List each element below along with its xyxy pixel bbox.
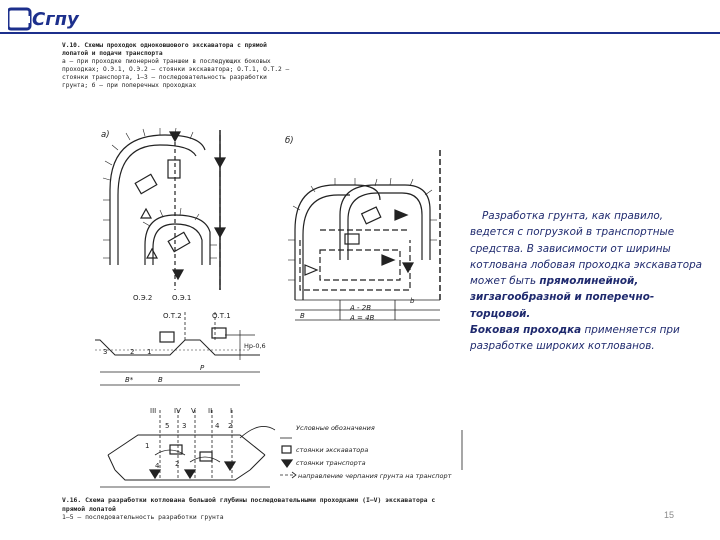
roman-1: I (230, 407, 233, 415)
page-number: 15 (664, 510, 675, 520)
label-oe1: О.Э.1 (172, 294, 192, 302)
legend-title: Условные обозначения (296, 424, 375, 432)
legend-item-direction: направление черпания грунта на транспорт (298, 472, 452, 480)
label-p: P (200, 364, 205, 372)
deep-num-1: 1 (145, 442, 150, 450)
deep-num-4: 4 (215, 422, 220, 430)
deep-num-4b: 4 (155, 462, 160, 470)
roman-2: II (208, 407, 213, 415)
label-b-lower: B (158, 376, 163, 384)
roman-3: III (150, 407, 157, 415)
arch-inner-a (118, 145, 196, 265)
label-ot2: О.Т.2 (163, 312, 182, 320)
caption-top-title: V.10. Схемы проходок одноковшового экскаватора с прямой лопатой и подачи транспорта (62, 42, 267, 58)
paragraph-3 (470, 322, 710, 355)
deep-num-2: 2 (228, 422, 233, 430)
label-oe2: О.Э.2 (133, 294, 153, 302)
paragraph-2-prefix: может быть (470, 275, 540, 288)
label-hp: Hр-0,6 (244, 342, 266, 350)
num-1: 1 (147, 348, 152, 356)
paragraph-2-bold: прямолинейной, зигзагообразной и поперечно-торцовой. (470, 275, 655, 320)
label-a4b: A = 4B (350, 314, 375, 322)
num-2: 2 (130, 348, 135, 356)
arch-outer-a (110, 135, 205, 265)
deep-num-2b: 2 (175, 460, 180, 468)
legend-item-excavator: стоянки экскаватора (296, 446, 369, 454)
caption-top-body: а — при проходке пионерной траншеи в последующих боковых проходках; О.Э.1, О.Э.2 — стоянки экскаватора; О.Т.1, О.Т.2 — стоянки транспорта, 1—3 — последовательность разработки грунта; б — при поперечных проходках (62, 58, 290, 90)
description-text (470, 208, 710, 355)
panel-a-label: а) (101, 130, 110, 140)
panel-b-label: б) (285, 136, 294, 146)
paragraph-1: Разработка грунта, как правило, ведется с погрузкой в транспортные средства. В зависимости от ширины котлована лобовая проходка экскаватора (470, 210, 703, 271)
arch-small-inner (153, 224, 202, 265)
num-3: 3 (103, 348, 108, 356)
label-col-b: B (300, 312, 305, 320)
figure-caption-bottom (62, 496, 462, 522)
deep-num-5: 5 (165, 422, 170, 430)
paragraph-2 (470, 273, 710, 322)
logo-text: Сгпу (32, 9, 79, 30)
roman-4: IV (174, 407, 181, 415)
label-a2b: A - 2B (350, 304, 372, 312)
roman-5: V (191, 407, 196, 415)
label-b-star: B* (125, 376, 134, 384)
paragraph-3-rest: применяется при разработке широких котлованов. (470, 324, 680, 353)
legend-item-transport: стоянки транспорта (296, 459, 366, 467)
paragraph-3-bold: Боковая проходка (470, 324, 582, 337)
deep-num-3: 3 (182, 422, 187, 430)
caption-bottom-body: 1—5 — последовательность разработки грунта (62, 513, 224, 522)
label-b-small: b (410, 297, 415, 305)
caption-bottom-title: V.16. Схема разработки котлована большой глубины последовательными проходками (I—V) экскаватора с прямой лопатой (62, 496, 436, 513)
label-ot1: О.Т.1 (212, 312, 231, 320)
